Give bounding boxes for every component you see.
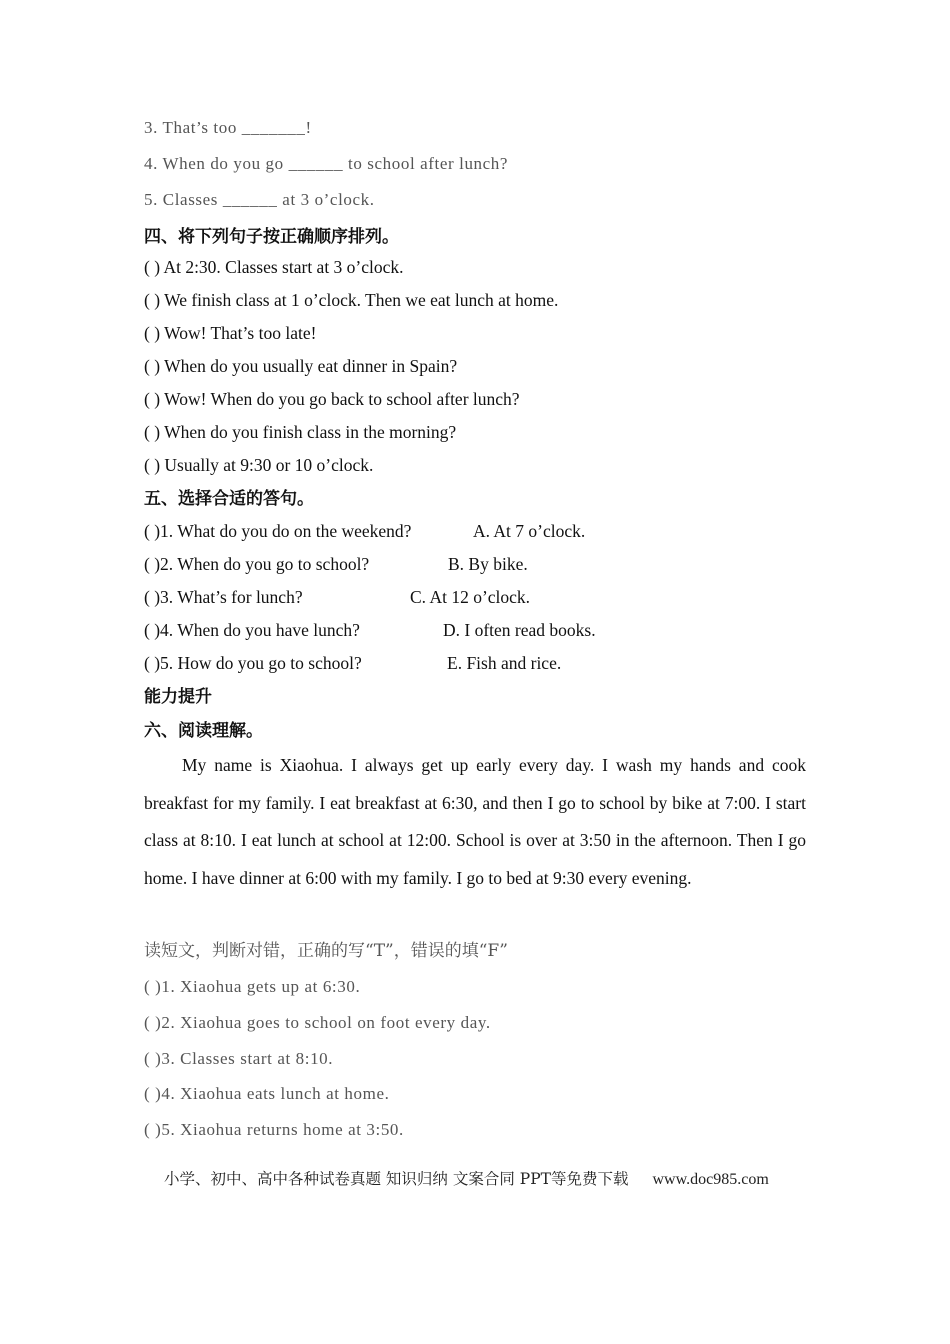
choice-question: ( )2. When do you go to school?	[144, 554, 370, 574]
fill-item: 4. When do you go ______ to school after lunch?	[144, 154, 509, 173]
choice-item	[144, 585, 530, 609]
order-item: ( ) We finish class at 1 o’clock. Then we eat lunch at home.	[144, 290, 559, 310]
section-heading: 四、将下列句子按正确顺序排列。	[144, 227, 399, 247]
section-heading: 六、阅读理解。	[144, 721, 263, 741]
order-item: ( ) Wow! When do you go back to school after lunch?	[144, 389, 520, 409]
order-item: ( ) Usually at 9:30 or 10 o’clock.	[144, 455, 374, 475]
fill-item: 5. Classes ______ at 3 o’clock.	[144, 190, 375, 209]
footer-url[interactable]: www.doc985.com	[652, 1171, 769, 1188]
tf-item: ( )3. Classes start at 8:10.	[144, 1049, 334, 1068]
order-item: ( ) When do you finish class in the morning?	[144, 422, 457, 442]
tf-item: ( )2. Xiaohua goes to school on foot every day.	[144, 1013, 491, 1032]
choice-question: ( )5. How do you go to school?	[144, 653, 362, 673]
section-heading: 五、选择合适的答句。	[144, 489, 314, 509]
choice-question: ( )3. What’s for lunch?	[144, 587, 303, 607]
choice-item	[144, 651, 561, 675]
footer	[164, 1167, 769, 1189]
instruction: 读短文，判断对错，正确的写“T”，错误的填“F”	[144, 941, 508, 961]
fill-item: 3. That’s too _______!	[144, 118, 312, 137]
choice-question: ( )4. When do you have lunch?	[144, 620, 360, 640]
order-item: ( ) When do you usually eat dinner in Spain?	[144, 356, 458, 376]
tf-item: ( )1. Xiaohua gets up at 6:30.	[144, 977, 361, 996]
choice-answer: A. At 7 o’clock.	[473, 521, 586, 541]
footer-text: 小学、初中、高中各种试卷真题 知识归纳 文案合同 PPT等免费下载	[164, 1170, 629, 1188]
choice-answer: E. Fish and rice.	[447, 653, 562, 673]
reading-passage: My name is Xiaohua. I always get up early every day. I wash my hands and cook breakfast for my family. I eat breakfast at 6:30, and then I go to school by bike at 7:00. I start class at 8:10. I eat lunch at school at 12:00. School is over at 3:50 in the afternoon. Then I go home. I have dinner at 6:00 with my family. I go to bed at 9:30 every evening.	[144, 755, 806, 888]
tf-item: ( )4. Xiaohua eats lunch at home.	[144, 1084, 390, 1103]
choice-item	[144, 552, 528, 576]
choice-answer: D. I often read books.	[443, 620, 596, 640]
choice-item	[144, 618, 596, 642]
order-item: ( ) At 2:30. Classes start at 3 o’clock.	[144, 257, 404, 277]
order-item: ( ) Wow! That’s too late!	[144, 323, 317, 343]
tf-item: ( )5. Xiaohua returns home at 3:50.	[144, 1120, 404, 1139]
choice-answer: C. At 12 o’clock.	[410, 587, 531, 607]
choice-item	[144, 519, 585, 543]
ability-heading: 能力提升	[144, 687, 212, 707]
choice-answer: B. By bike.	[448, 554, 528, 574]
choice-question: ( )1. What do you do on the weekend?	[144, 521, 412, 541]
